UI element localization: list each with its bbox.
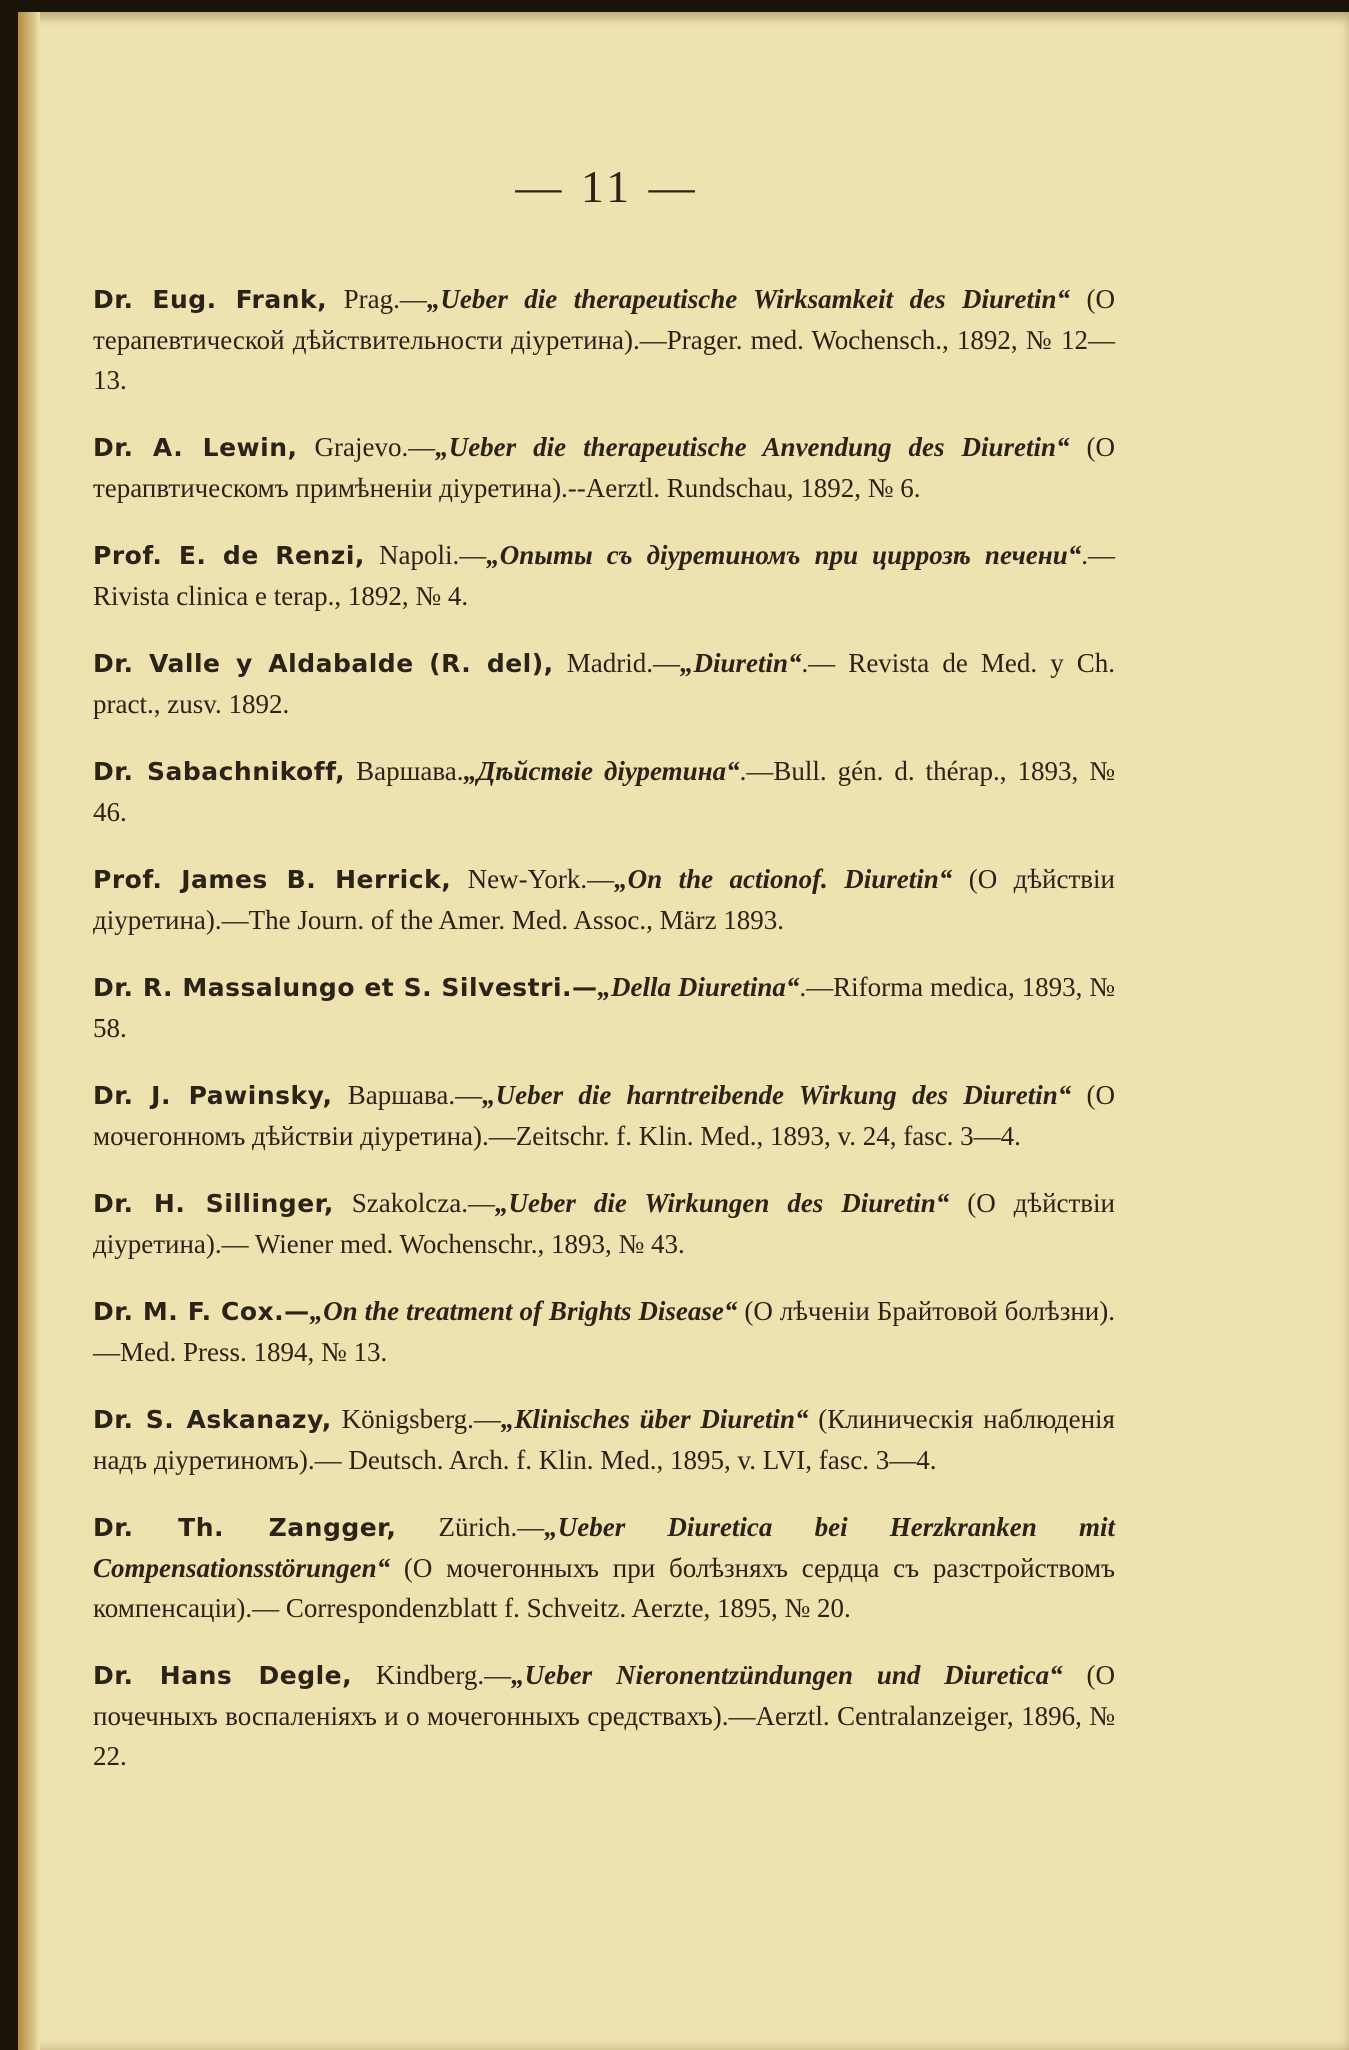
entry-author: Dr. J. Pawinsky, xyxy=(93,1081,333,1110)
bibliography-entry xyxy=(93,1291,1115,1372)
entry-title: „Ueber die Wirkungen des Diuretin“ xyxy=(494,1188,950,1218)
entry-author: Dr. Hans Degle, xyxy=(93,1661,353,1690)
entry-place: Zürich.— xyxy=(396,1512,545,1542)
entry-author: Dr. H. Sillinger, xyxy=(93,1189,334,1218)
entry-citation: .—Riforma medica, 1893, № 58. xyxy=(93,972,1115,1043)
entry-title: „Дѣйствіе діуретина“ xyxy=(463,756,740,786)
entry-place: Варшава. xyxy=(345,756,464,786)
entry-title: „Ueber die harntreibende Wirkung des Diuretin“ xyxy=(482,1080,1072,1110)
entry-title: „Ueber die therapeutische Wirksamkeit des Diuretin“ xyxy=(426,284,1071,314)
entry-place: Kindberg.— xyxy=(352,1660,512,1690)
entry-place: New-York.— xyxy=(451,864,615,894)
entry-author: Dr. R. Massalungo et S. Silvestri.— xyxy=(93,973,598,1002)
bibliography-entry xyxy=(93,859,1115,940)
bibliography-entry xyxy=(93,1075,1115,1156)
entry-author: Dr. Valle y Aldabalde (R. del), xyxy=(93,649,554,678)
entry-citation: .—Bull. gén. d. thérap., 1893, № 46. xyxy=(93,756,1115,827)
entry-citation: (Клиническія наблюденія надъ діуретиномъ).— Deutsch. Arch. f. Klin. Med., 1895, v. LVI, fasc. 3—4. xyxy=(93,1404,1115,1475)
entry-author: Dr. S. Askanazy, xyxy=(93,1405,332,1434)
entry-author: Dr. M. F. Cox.— xyxy=(93,1297,310,1326)
entry-place: Prag.— xyxy=(327,284,427,314)
entry-citation: (О дѣйствіи діуретина).— Wiener med. Wochenschr., 1893, № 43. xyxy=(93,1188,1116,1259)
book-spine-shadow xyxy=(18,12,40,2050)
entry-author: Dr. A. Lewin, xyxy=(93,433,298,462)
bibliography-entry xyxy=(93,1399,1115,1480)
entry-author: Dr. Th. Zangger, xyxy=(93,1513,397,1542)
entry-citation: (О лѣченіи Брайтовой болѣзни).—Med. Press. 1894, № 13. xyxy=(93,1296,1115,1367)
entry-title: „Della Diuretina“ xyxy=(597,972,800,1002)
entry-citation: (О терапевтической дѣйствительности діуретина).—Prager. med. Wochensch., 1892, № 12—13. xyxy=(93,284,1115,395)
page xyxy=(18,12,1349,2050)
entry-citation: .—Rivista clinica e terap., 1892, № 4. xyxy=(93,540,1115,611)
entry-author: Dr. Sabachnikoff, xyxy=(93,757,346,786)
entry-citation: (О терапвтическомъ примѣненіи діуретина).--Aerztl. Rundschau, 1892, № 6. xyxy=(93,432,1116,503)
entry-citation: (О почечныхъ воспаленіяхъ и о мочегонныхъ средствахъ).—Aerztl. Centralanzeiger, 1896, № 22. xyxy=(93,1660,1115,1771)
entry-title: „Опыты съ діуретиномъ при циррозѣ печени“ xyxy=(486,540,1082,570)
entry-place: Madrid.— xyxy=(553,648,680,678)
entry-title: „On the actionof. Diuretin“ xyxy=(614,864,953,894)
entry-author: Dr. Eug. Frank, xyxy=(93,285,328,314)
bibliography-entry xyxy=(93,751,1115,832)
page-number: — 11 — xyxy=(515,161,699,212)
entry-title: „Klinisches über Diuretin“ xyxy=(500,1404,809,1434)
bibliography-entry xyxy=(93,427,1115,508)
entry-title: „Ueber Diuretica bei Herzkranken mit Compensationsstörungen“ xyxy=(93,1512,1115,1583)
bibliography-entry xyxy=(93,279,1115,400)
entry-citation: (О дѣйствіи діуретина).—The Journ. of the Amer. Med. Assoc., März 1893. xyxy=(93,864,1115,935)
entry-place: Варшава.— xyxy=(332,1080,483,1110)
bibliography-entry xyxy=(93,535,1115,616)
entry-title: „On the treatment of Brights Disease“ xyxy=(309,1296,738,1326)
entry-title: „Ueber Nieronentzündungen und Diuretica“ xyxy=(511,1660,1063,1690)
entry-place: Grajevo.— xyxy=(297,432,436,462)
bibliography-entry xyxy=(93,1507,1115,1628)
entry-title: „Ueber die therapeutische Anvendung des Diuretin“ xyxy=(435,432,1070,462)
bibliography-entry xyxy=(93,643,1115,724)
entry-title: „Diuretin“ xyxy=(679,648,802,678)
bibliography-entry xyxy=(93,1183,1115,1264)
bibliography-list xyxy=(93,252,1115,1798)
entry-citation: (О мочегонномъ дѣйствіи діуретина).—Zeitschr. f. Klin. Med., 1893, v. 24, fasc. 3—4. xyxy=(93,1080,1115,1151)
entry-place: Napoli.— xyxy=(364,540,487,570)
bibliography-entry xyxy=(93,967,1115,1048)
entry-citation: (О мочегонныхъ при болѣзняхъ сердца съ разстройствомъ компенсаціи).— Correspondenzblatt f. Schveitz. Aerzte, 1895, № 20. xyxy=(93,1553,1115,1623)
entry-place: Königsberg.— xyxy=(331,1404,501,1434)
entry-author: Prof. James B. Herrick, xyxy=(93,865,452,894)
entry-author: Prof. E. de Renzi, xyxy=(93,541,365,570)
entry-place: Szakolcza.— xyxy=(333,1188,495,1218)
bibliography-entry xyxy=(93,1655,1115,1776)
entry-citation: .— Revista de Med. y Ch. pract., zusv. 1892. xyxy=(93,648,1116,719)
